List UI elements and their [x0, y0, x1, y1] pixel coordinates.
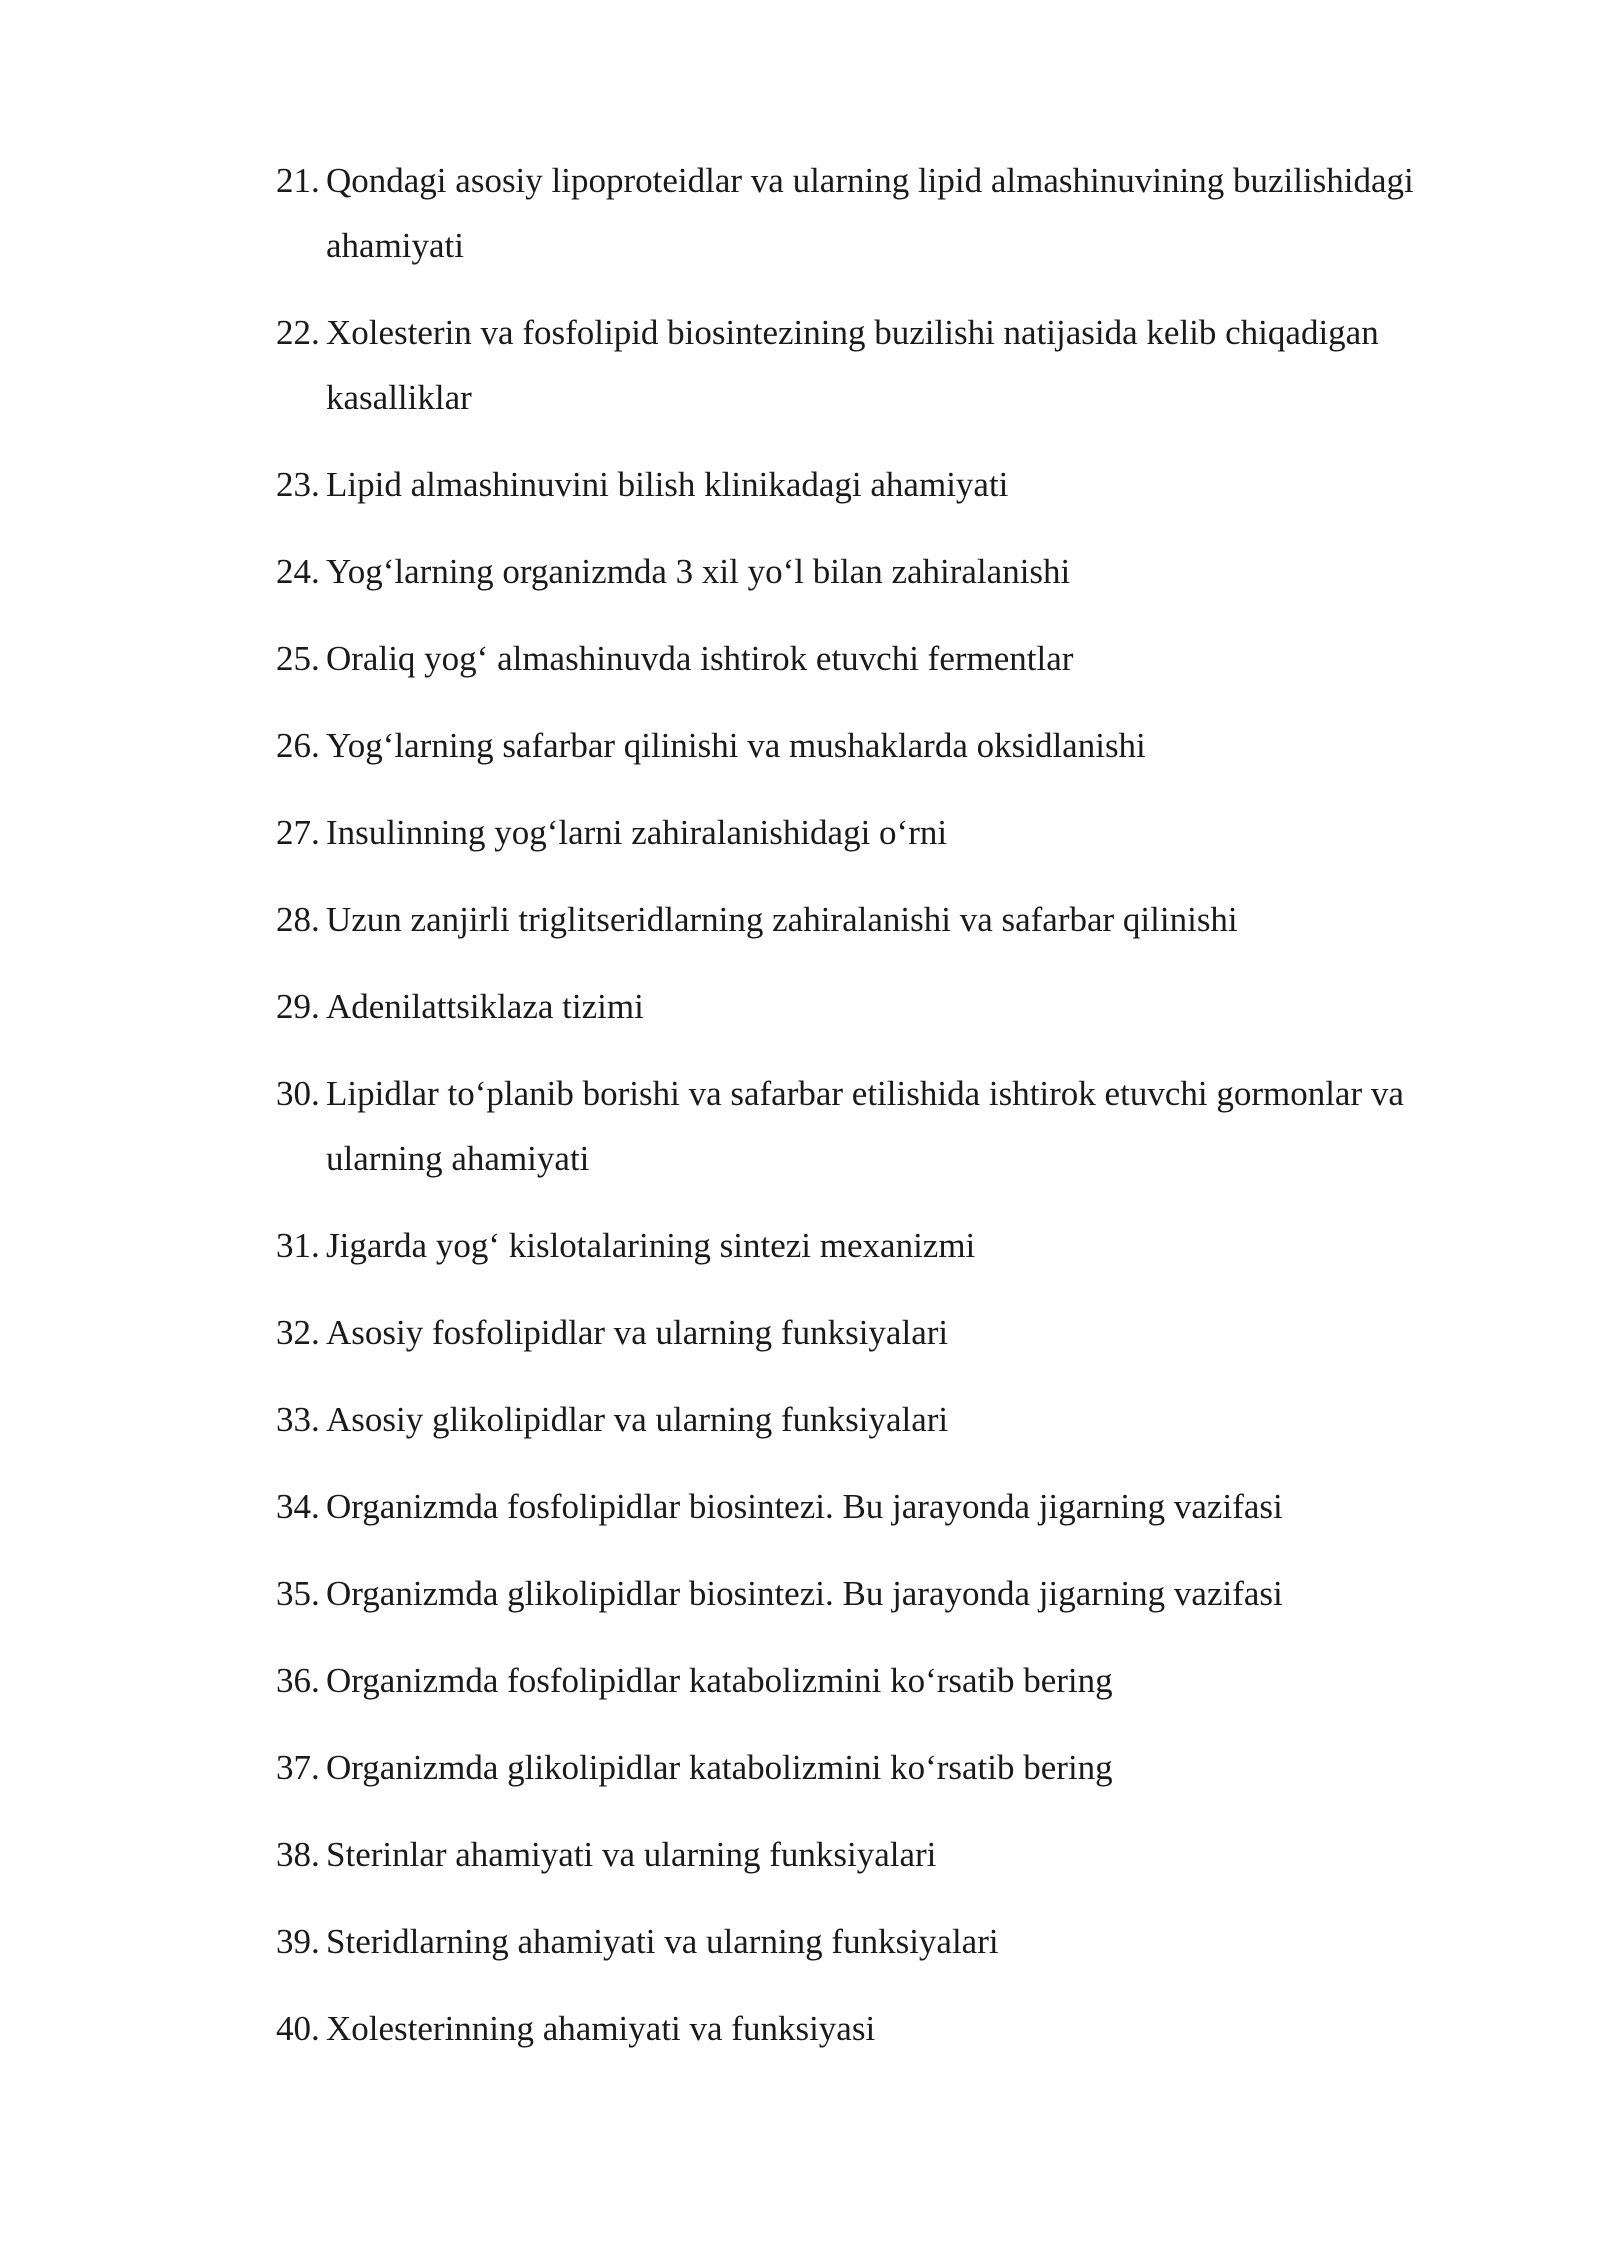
- list-item: [276, 800, 1516, 865]
- item-text: Insulinning yog‘larni zahiralanishidagi o‘rni: [326, 813, 948, 852]
- item-number: 37.: [276, 1748, 320, 1787]
- item-number: 24.: [276, 552, 320, 591]
- item-text: Qondagi asosiy lipoproteidlar va ularning lipid almashinuvining buzilishidagi ahamiyati: [326, 161, 1414, 265]
- item-text: Organizmda fosfolipidlar biosintezi. Bu jarayonda jigarning vazifasi: [326, 1487, 1283, 1526]
- item-text: Lipidlar to‘planib borishi va safarbar etilishida ishtirok etuvchi gormonlar va ularning ahamiyati: [326, 1074, 1404, 1178]
- item-number: 36.: [276, 1661, 320, 1700]
- list-item: [276, 300, 1516, 430]
- item-text: Uzun zanjirli triglitseridlarning zahiralanishi va safarbar qilinishi: [326, 900, 1238, 939]
- item-text: Organizmda glikolipidlar biosintezi. Bu jarayonda jigarning vazifasi: [326, 1574, 1283, 1613]
- list-item: [276, 1909, 1516, 1974]
- item-text: Oraliq yog‘ almashinuvda ishtirok etuvchi fermentlar: [326, 639, 1074, 678]
- list-item: [276, 539, 1516, 604]
- list-item: [276, 1474, 1516, 1539]
- item-text: Xolesterinning ahamiyati va funksiyasi: [326, 2009, 876, 2048]
- item-number: 23.: [276, 465, 320, 504]
- item-number: 32.: [276, 1313, 320, 1352]
- item-number: 30.: [276, 1074, 320, 1113]
- item-number: 22.: [276, 313, 320, 352]
- item-number: 34.: [276, 1487, 320, 1526]
- list-item: [276, 1822, 1516, 1887]
- list-item: [276, 1996, 1516, 2061]
- list-item: [276, 1213, 1516, 1278]
- item-number: 38.: [276, 1835, 320, 1874]
- list-item: [276, 887, 1516, 952]
- list-item: [276, 1648, 1516, 1713]
- item-text: Adenilattsiklaza tizimi: [326, 987, 644, 1026]
- item-number: 28.: [276, 900, 320, 939]
- item-number: 35.: [276, 1574, 320, 1613]
- item-number: 27.: [276, 813, 320, 852]
- list-item: [276, 626, 1516, 691]
- item-number: 26.: [276, 726, 320, 765]
- item-number: 40.: [276, 2009, 320, 2048]
- item-text: Organizmda glikolipidlar katabolizmini ko‘rsatib bering: [326, 1748, 1113, 1787]
- item-number: 39.: [276, 1922, 320, 1961]
- list-item: [276, 1300, 1516, 1365]
- question-list: [276, 148, 1516, 2083]
- list-item: [276, 974, 1516, 1039]
- item-number: 33.: [276, 1400, 320, 1439]
- list-item: [276, 1387, 1516, 1452]
- item-text: Sterinlar ahamiyati va ularning funksiyalari: [326, 1835, 937, 1874]
- item-number: 29.: [276, 987, 320, 1026]
- list-item: [276, 1061, 1516, 1191]
- item-number: 31.: [276, 1226, 320, 1265]
- item-text: Organizmda fosfolipidlar katabolizmini ko‘rsatib bering: [326, 1661, 1113, 1700]
- item-text: Yog‘larning organizmda 3 xil yo‘l bilan zahiralanishi: [326, 552, 1071, 591]
- item-text: Yog‘larning safarbar qilinishi va mushaklarda oksidlanishi: [326, 726, 1146, 765]
- item-text: Steridlarning ahamiyati va ularning funksiyalari: [326, 1922, 999, 1961]
- list-item: [276, 1561, 1516, 1626]
- item-text: Asosiy glikolipidlar va ularning funksiyalari: [326, 1400, 949, 1439]
- item-number: 21.: [276, 161, 320, 200]
- item-text: Asosiy fosfolipidlar va ularning funksiyalari: [326, 1313, 949, 1352]
- list-item: [276, 148, 1516, 278]
- list-item: [276, 452, 1516, 517]
- list-item: [276, 713, 1516, 778]
- item-number: 25.: [276, 639, 320, 678]
- item-text: Xolesterin va fosfolipid biosintezining buzilishi natijasida kelib chiqadigan kasalliklar: [326, 313, 1379, 417]
- item-text: Jigarda yog‘ kislotalarining sintezi mexanizmi: [326, 1226, 976, 1265]
- item-text: Lipid almashinuvini bilish klinikadagi ahamiyati: [326, 465, 1009, 504]
- list-item: [276, 1735, 1516, 1800]
